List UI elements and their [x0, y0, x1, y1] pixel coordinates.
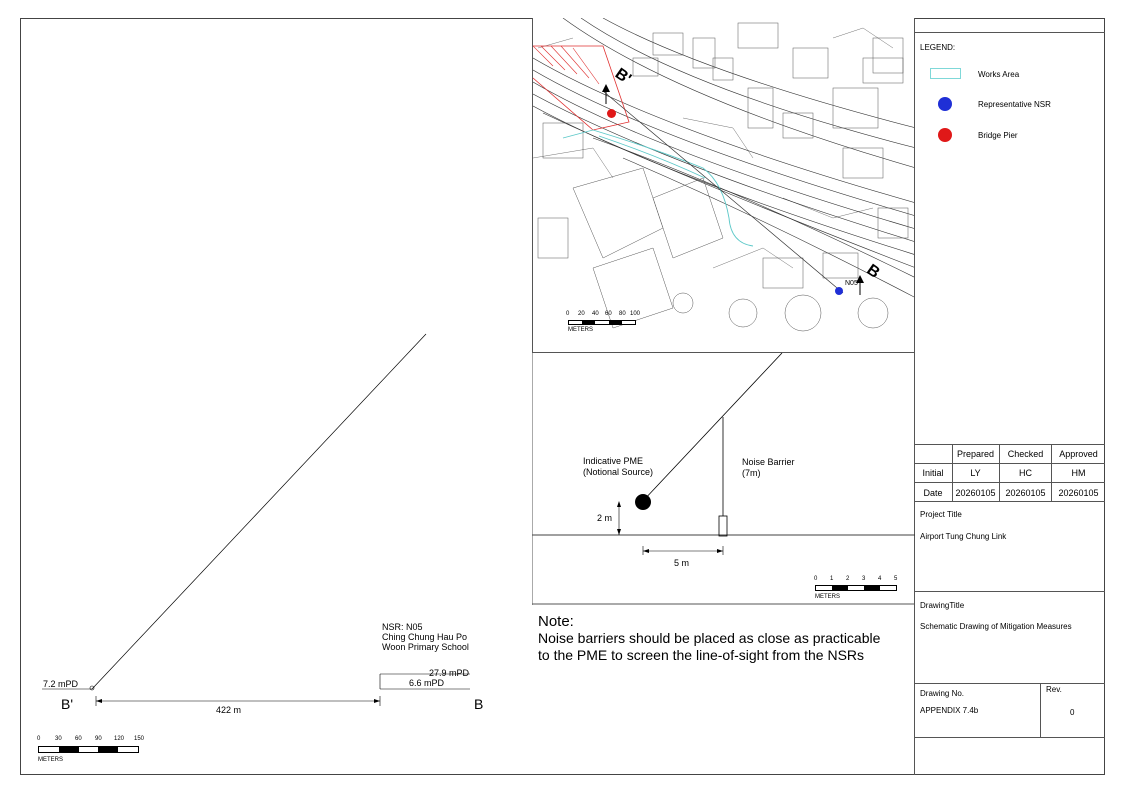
note-title: Note: — [538, 613, 574, 630]
note-line1: Noise barriers should be placed as close as practicable — [538, 630, 881, 646]
title-block-top-band — [915, 18, 1105, 33]
map-scale-tick: 0 — [566, 311, 570, 317]
detail-linework — [532, 353, 915, 605]
map-section-end-label: B — [863, 261, 883, 282]
initial-prepared: LY — [970, 468, 981, 478]
bridge-pier-marker — [607, 109, 616, 118]
approval-table — [914, 444, 1105, 502]
row-label-initial: Initial — [922, 468, 944, 478]
legend — [914, 33, 1105, 446]
row-label-date: Date — [923, 487, 943, 498]
section-left-level: 7.2 mPD — [43, 679, 79, 689]
detail-scale-bar — [815, 585, 897, 591]
legend-title: LEGEND: — [920, 43, 956, 52]
section-scale-tick: 150 — [134, 736, 145, 742]
map-scale-tick: 40 — [592, 311, 599, 317]
detail-scale-tick: 0 — [814, 576, 818, 582]
section-scale-tick: 30 — [55, 736, 62, 742]
divider-project — [914, 591, 1105, 592]
detail-scale-unit: METERS — [815, 594, 841, 600]
map-scale-tick: 80 — [619, 311, 626, 317]
representative-nsr-swatch — [938, 97, 952, 111]
section-scale-tick: 90 — [95, 736, 102, 742]
map-scale-unit: METERS — [568, 327, 594, 333]
detail-scale-tick: 2 — [846, 576, 850, 582]
header-checked: Checked — [1007, 449, 1044, 459]
divider-rev — [1040, 683, 1041, 737]
header-prepared: Prepared — [956, 449, 995, 459]
date-checked: 20260105 — [1005, 487, 1046, 498]
section-scale-unit: METERS — [38, 757, 64, 763]
legend-item-works-area: Works Area — [978, 70, 1020, 79]
section-line — [603, 91, 843, 293]
note-line2: to the PME to screen the line-of-sight from the NSRs — [538, 647, 865, 663]
detail-scale-tick: 4 — [878, 576, 882, 582]
project-title-value: Airport Tung Chung Link — [920, 532, 1007, 541]
map-scale-bar — [568, 320, 636, 325]
section-scale-tick: 120 — [114, 736, 125, 742]
date-prepared: 20260105 — [955, 487, 996, 498]
section-distance: 422 m — [216, 705, 242, 715]
map-section-start-label: B' — [611, 65, 635, 88]
nsr-label: N05 — [845, 280, 858, 287]
section-nsr-line1: NSR: N05 — [382, 622, 423, 632]
arrow-up-icon — [600, 84, 612, 104]
works-area-swatch — [930, 68, 961, 79]
section-scale-tick: 0 — [37, 736, 41, 742]
detail-scale-tick: 1 — [830, 576, 834, 582]
divider-bottom — [914, 737, 1105, 738]
project-title-label: Project Title — [920, 510, 962, 519]
section-right-marker: B — [474, 696, 484, 712]
height-dimension: 2 m — [597, 513, 613, 523]
pme-label-line1: Indicative PME — [583, 456, 644, 466]
detail-scale-tick: 5 — [894, 576, 898, 582]
pme-source — [635, 494, 651, 510]
section-left-marker: B' — [61, 696, 74, 712]
noise-barrier-label-line2: (7m) — [742, 468, 761, 478]
revision-label: Rev. — [1046, 685, 1062, 694]
initial-approved: HM — [1071, 468, 1086, 478]
revision-value: 0 — [1070, 708, 1075, 717]
pme-label-line2: (Notional Source) — [583, 467, 654, 477]
bridge-pier-swatch — [938, 128, 952, 142]
drawing-no-label: Drawing No. — [920, 689, 965, 698]
date-approved: 20260105 — [1058, 487, 1099, 498]
map-scale-tick: 60 — [605, 311, 612, 317]
section-nsr-line2: Ching Chung Hau Po — [382, 632, 468, 642]
drawing-title-value: Schematic Drawing of Mitigation Measures — [920, 622, 1072, 631]
section-scale-bar — [38, 746, 139, 753]
map-scale-tick: 100 — [630, 311, 641, 317]
drawing-title-label: DrawingTitle — [920, 601, 965, 610]
header-approved: Approved — [1059, 449, 1098, 459]
section-right-top-level: 27.9 mPD — [429, 668, 470, 678]
section-scale-tick: 60 — [75, 736, 82, 742]
drawing-no-value: APPENDIX 7.4b — [920, 706, 979, 715]
nsr-marker — [835, 287, 843, 295]
divider-drawing-title — [914, 683, 1105, 684]
section-nsr-line3: Woon Primary School — [382, 642, 469, 652]
detail-scale-tick: 3 — [862, 576, 866, 582]
legend-item-bridge-pier: Bridge Pier — [978, 131, 1018, 140]
site-map — [532, 18, 915, 353]
noise-barrier-label-line1: Noise Barrier — [742, 457, 795, 467]
legend-item-representative-nsr: Representative NSR — [978, 100, 1051, 109]
map-linework — [533, 18, 915, 353]
map-scale-tick: 20 — [578, 311, 585, 317]
distance-dimension: 5 m — [674, 558, 690, 568]
section-right-ground-level: 6.6 mPD — [409, 678, 445, 688]
initial-checked: HC — [1019, 468, 1032, 478]
